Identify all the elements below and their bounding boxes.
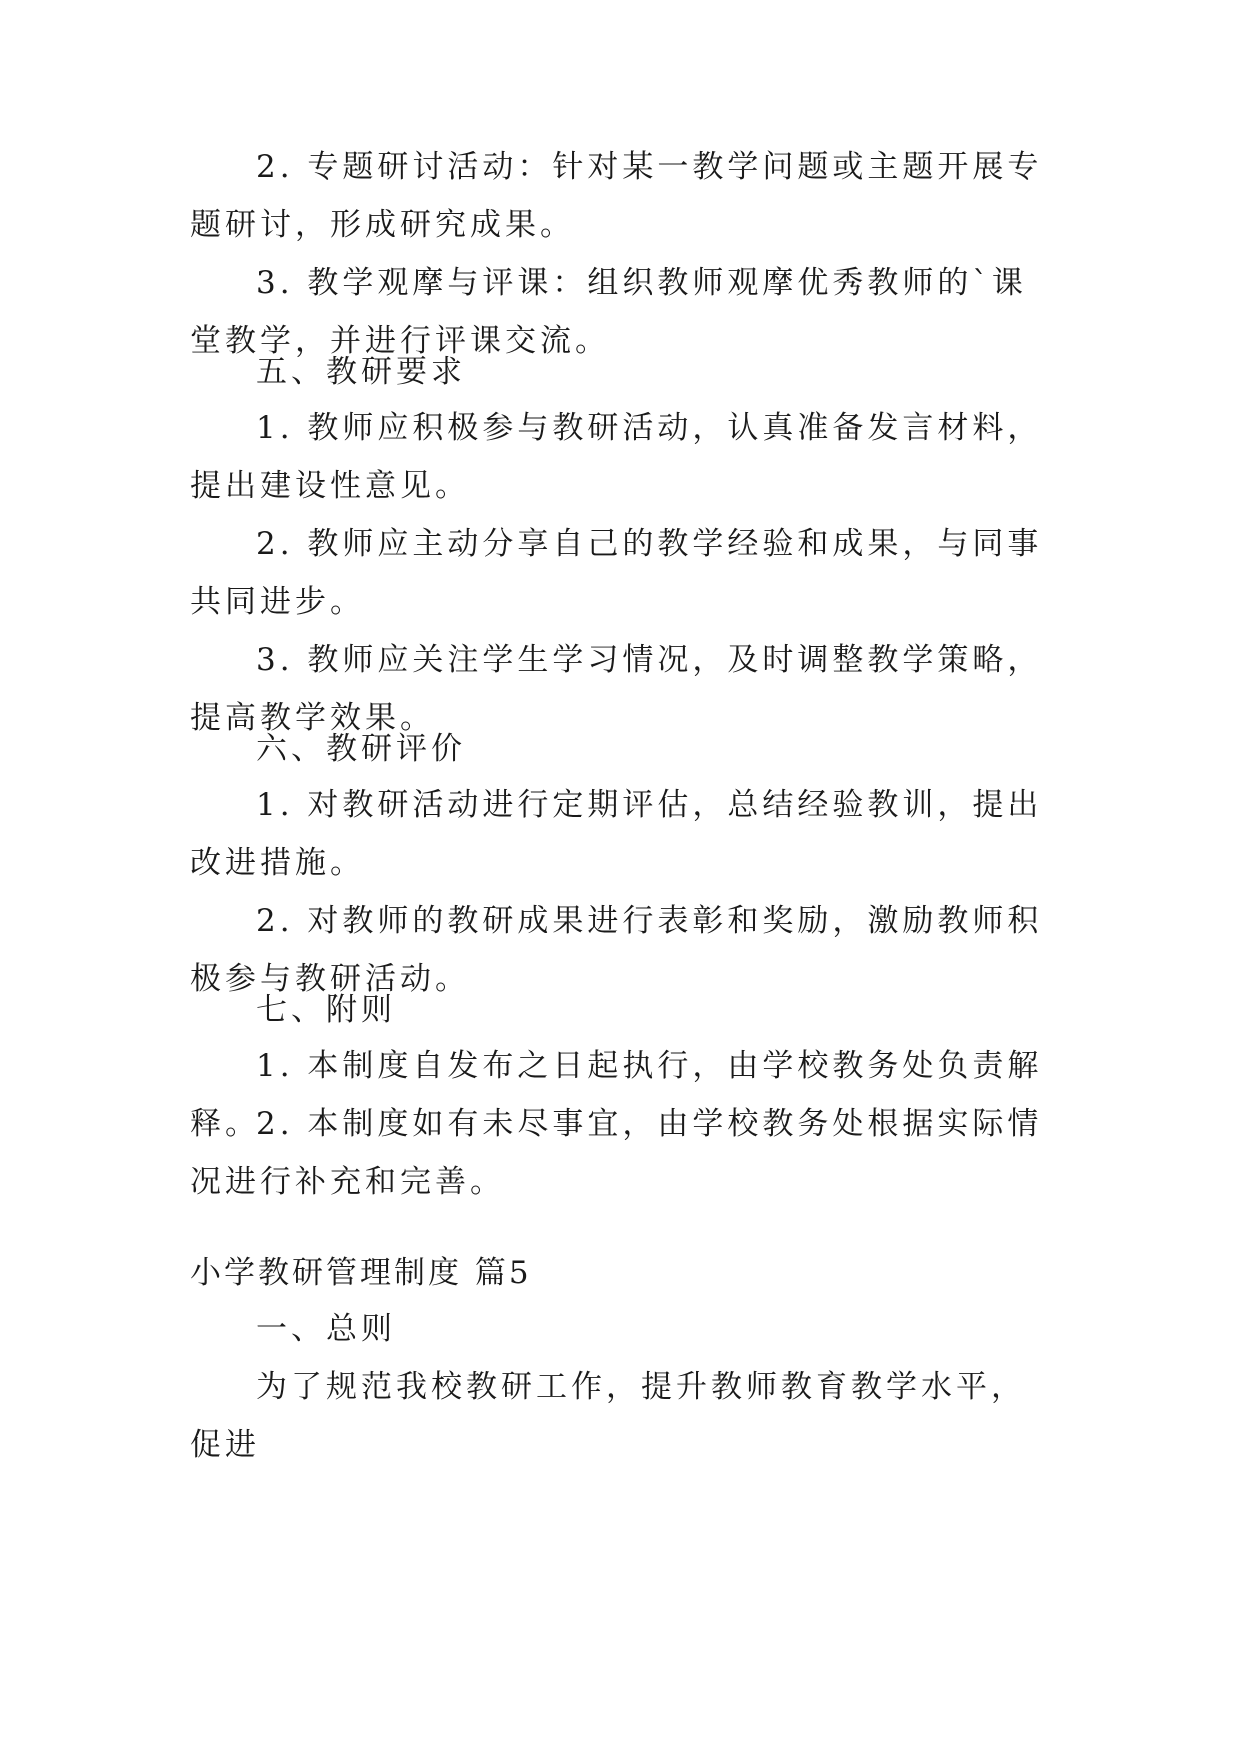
paragraph-appendix-2: 2. 本制度如有未尽事宜，由学校教务处根据实际情况进行补充和完善。 [190, 1106, 1043, 1200]
paragraph-general-1: 为了规范我校教研工作，提升教师教育教学水平，促进 [190, 1369, 1026, 1463]
heading-evaluation: 六、教研评价 [256, 731, 466, 767]
paragraph-observation: 3. 教学观摩与评课：组织教师观摩优秀教师的`课堂教学，并进行评课交流。 [190, 265, 1027, 359]
section-title: 小学教研管理制度 篇5 [190, 1255, 532, 1291]
paragraph-requirement-1: 1. 教师应积极参与教研活动，认真准备发言材料，提出建设性意见。 [190, 410, 1043, 504]
paragraph-topic-seminar: 2. 专题研讨活动：针对某一教学问题或主题开展专题研讨，形成研究成果。 [190, 149, 1043, 243]
paragraph-requirement-3: 3. 教师应关注学生学习情况，及时调整教学策略，提高教学效果。 [190, 642, 1043, 736]
heading-appendix: 七、附则 [256, 992, 396, 1028]
paragraph-requirement-2: 2. 教师应主动分享自己的教学经验和成果，与同事共同进步。 [190, 526, 1043, 620]
heading-general: 一、总则 [256, 1311, 396, 1347]
paragraph-evaluation-1: 1. 对教研活动进行定期评估，总结经验教训，提出改进措施。 [190, 787, 1043, 881]
paragraph-evaluation-2: 2. 对教师的教研成果进行表彰和奖励，激励教师积极参与教研活动。 [190, 903, 1043, 997]
heading-requirements: 五、教研要求 [256, 354, 466, 390]
paragraph-appendix-1: 1. 本制度自发布之日起执行，由学校教务处负责解释。 [190, 1048, 1043, 1142]
